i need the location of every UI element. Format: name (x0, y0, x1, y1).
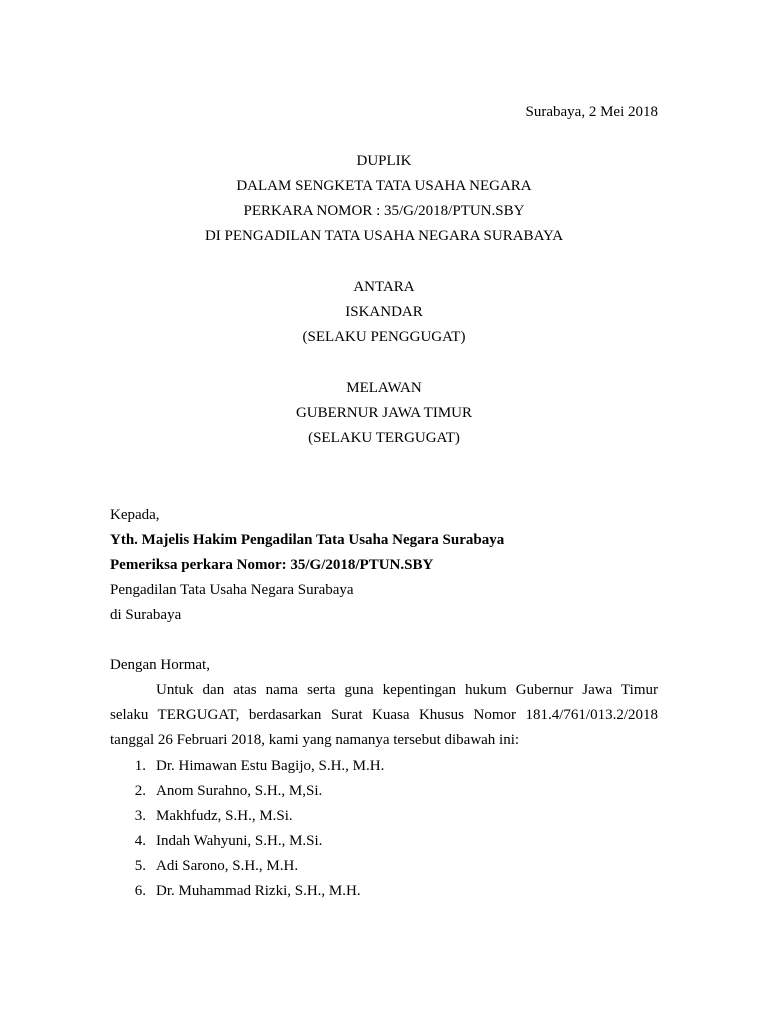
letter-date: Surabaya, 2 Mei 2018 (525, 104, 658, 120)
plaintiff-role: (SELAKU PENGGUGAT) (302, 329, 466, 345)
representatives-list (110, 754, 658, 904)
defendant-name: GUBERNUR JAWA TIMUR (295, 405, 473, 421)
list-number: 2. (134, 783, 146, 799)
list-number: 5. (134, 858, 146, 874)
body-block (110, 653, 658, 753)
representative-name: Dr. Muhammad Rizki, S.H., M.H. (156, 883, 361, 899)
location-line: di Surabaya (110, 607, 182, 623)
representative-name: Adi Sarono, S.H., M.H. (156, 858, 299, 874)
paragraph-line: Untuk dan atas nama serta guna kepentingan hukum Gubernur Jawa Timur (156, 682, 658, 698)
melawan-label: MELAWAN (346, 380, 422, 396)
list-item (110, 804, 658, 829)
representative-name: Indah Wahyuni, S.H., M.Si. (156, 833, 323, 849)
addressee-block (110, 503, 658, 628)
list-number: 4. (134, 833, 146, 849)
list-number: 1. (134, 758, 146, 774)
case-examiner-line: Pemeriksa perkara Nomor: 35/G/2018/PTUN.SBY (110, 557, 434, 573)
list-item (110, 879, 658, 904)
representative-name: Dr. Himawan Estu Bagijo, S.H., M.H. (156, 758, 385, 774)
kepada-label: Kepada, (110, 507, 160, 523)
recipient-line: Yth. Majelis Hakim Pengadilan Tata Usaha Negara Surabaya (110, 532, 505, 548)
court-name: DI PENGADILAN TATA USAHA NEGARA SURABAYA (204, 228, 564, 244)
document-title-block (110, 149, 658, 249)
plaintiff-name: ISKANDAR (345, 304, 423, 320)
list-item (110, 829, 658, 854)
document-title: DUPLIK (356, 153, 412, 169)
list-number: 6. (134, 883, 146, 899)
representative-name: Makhfudz, S.H., M.Si. (156, 808, 293, 824)
list-item (110, 854, 658, 879)
intro-paragraph (110, 678, 658, 753)
antara-label: ANTARA (353, 279, 415, 295)
defendant-role: (SELAKU TERGUGAT) (308, 430, 460, 446)
paragraph-line: tanggal 26 Februari 2018, kami yang namanya tersebut dibawah ini: (110, 732, 520, 748)
paragraph-line: selaku TERGUGAT, berdasarkan Surat Kuasa Khusus Nomor 181.4/761/013.2/2018 (110, 707, 658, 723)
defendant-block (110, 376, 658, 451)
greeting: Dengan Hormat, (110, 657, 210, 673)
document-subtitle: DALAM SENGKETA TATA USAHA NEGARA (236, 178, 532, 194)
list-item (110, 754, 658, 779)
list-item (110, 779, 658, 804)
case-number: PERKARA NOMOR : 35/G/2018/PTUN.SBY (243, 203, 525, 219)
court-line: Pengadilan Tata Usaha Negara Surabaya (110, 582, 354, 598)
plaintiff-block (110, 275, 658, 350)
list-number: 3. (134, 808, 146, 824)
representative-name: Anom Surahno, S.H., M,Si. (156, 783, 323, 799)
